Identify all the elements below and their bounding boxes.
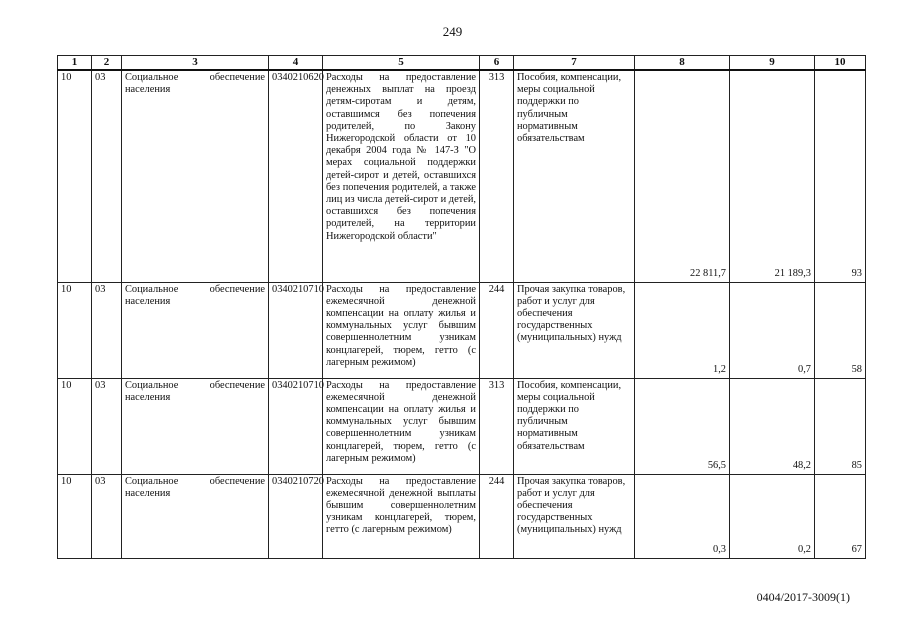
cell-subsection-name: Социальное обеспечение населения xyxy=(122,282,269,378)
col-header-3: 3 xyxy=(122,56,269,71)
cell-expense-type: 313 xyxy=(480,378,514,474)
cell-value-10: 67 xyxy=(815,474,866,558)
table-row xyxy=(58,282,866,378)
cell-value-8: 0,3 xyxy=(635,474,730,558)
cell-expense-type: 313 xyxy=(480,70,514,282)
col-header-8: 8 xyxy=(635,56,730,71)
col-header-10: 10 xyxy=(815,56,866,71)
cell-value-10: 93 xyxy=(815,70,866,282)
cell-value-8: 56,5 xyxy=(635,378,730,474)
cell-target-name: Расходы на предоставление денежных выплат на проезд детям-сиротам и детям, оставшимся без попечения родителей, по Закону Нижегородской области от 10 декабря 2004 года № 147-З "О мерах социальной поддержки детей-сирот и детей, оставшихся без попечения родителей, а также лиц из числа детей-сирот и детей, оставшихся без попечения родителей, на территории Нижегородской области" xyxy=(323,70,480,282)
col-header-9: 9 xyxy=(730,56,815,71)
col-header-1: 1 xyxy=(58,56,92,71)
cell-section: 10 xyxy=(58,378,92,474)
cell-expense-name: Пособия, компенсации, меры социальной поддержки по публичным нормативным обязательствам xyxy=(514,70,635,282)
table-row xyxy=(58,378,866,474)
page-number: 249 xyxy=(442,24,463,39)
cell-value-8: 22 811,7 xyxy=(635,70,730,282)
col-header-4: 4 xyxy=(269,56,323,71)
table-row xyxy=(58,70,866,282)
cell-expense-type: 244 xyxy=(480,282,514,378)
cell-subsection: 03 xyxy=(92,378,122,474)
cell-subsection: 03 xyxy=(92,282,122,378)
table-header-row xyxy=(58,56,866,71)
document-code: 0404/2017-3009(1) xyxy=(756,590,850,604)
cell-target-code: 0340210720 xyxy=(269,474,323,558)
cell-subsection: 03 xyxy=(92,474,122,558)
cell-value-9: 0,2 xyxy=(730,474,815,558)
col-header-7: 7 xyxy=(514,56,635,71)
cell-target-code: 0340210710 xyxy=(269,378,323,474)
cell-value-10: 58 xyxy=(815,282,866,378)
col-header-2: 2 xyxy=(92,56,122,71)
cell-value-9: 21 189,3 xyxy=(730,70,815,282)
cell-section: 10 xyxy=(58,70,92,282)
cell-value-10: 85 xyxy=(815,378,866,474)
cell-target-code: 0340210620 xyxy=(269,70,323,282)
cell-subsection-name: Социальное обеспечение населения xyxy=(122,378,269,474)
cell-subsection: 03 xyxy=(92,70,122,282)
cell-value-9: 48,2 xyxy=(730,378,815,474)
budget-table xyxy=(57,55,866,559)
col-header-5: 5 xyxy=(323,56,480,71)
cell-value-9: 0,7 xyxy=(730,282,815,378)
cell-expense-name: Прочая закупка товаров, работ и услуг для обеспечения государственных (муниципальных) нужд xyxy=(514,474,635,558)
cell-section: 10 xyxy=(58,282,92,378)
cell-expense-type: 244 xyxy=(480,474,514,558)
col-header-6: 6 xyxy=(480,56,514,71)
cell-value-8: 1,2 xyxy=(635,282,730,378)
cell-expense-name: Прочая закупка товаров, работ и услуг для обеспечения государственных (муниципальных) нужд xyxy=(514,282,635,378)
cell-expense-name: Пособия, компенсации, меры социальной поддержки по публичным нормативным обязательствам xyxy=(514,378,635,474)
cell-target-name: Расходы на предоставление ежемесячной денежной компенсации на оплату жилья и коммунальных услуг бывшим совершеннолетним узникам концлагерей, тюрем, гетто (с лагерным режимом) xyxy=(323,378,480,474)
cell-target-name: Расходы на предоставление ежемесячной денежной выплаты бывшим совершеннолетним узникам концлагерей, тюрем, гетто (с лагерным режимом) xyxy=(323,474,480,558)
cell-target-code: 0340210710 xyxy=(269,282,323,378)
cell-target-name: Расходы на предоставление ежемесячной денежной компенсации на оплату жилья и коммунальных услуг бывшим совершеннолетним узникам концлагерей, тюрем, гетто (с лагерным режимом) xyxy=(323,282,480,378)
cell-subsection-name: Социальное обеспечение населения xyxy=(122,70,269,282)
table-row xyxy=(58,474,866,558)
cell-section: 10 xyxy=(58,474,92,558)
cell-subsection-name: Социальное обеспечение населения xyxy=(122,474,269,558)
